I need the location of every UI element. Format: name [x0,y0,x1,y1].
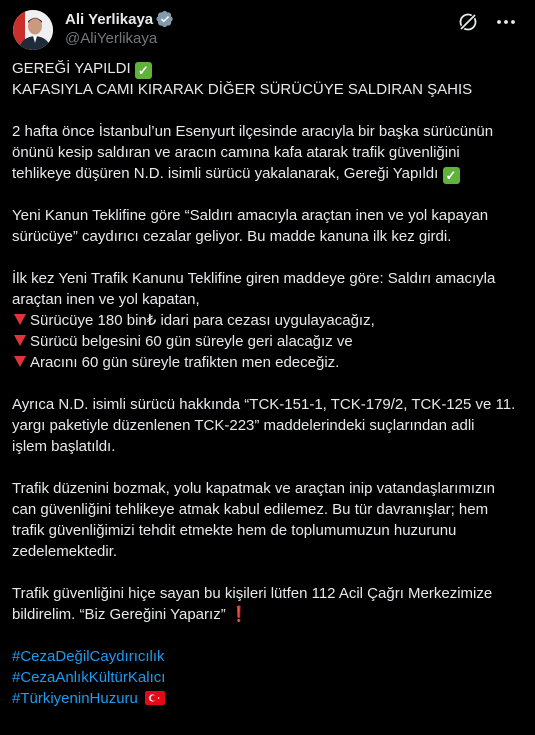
more-dots-icon [494,11,518,33]
more-options-button[interactable] [494,11,518,33]
headline-line [12,58,527,79]
red-exclamation-icon: ❗ [229,606,249,623]
headline-primary: GEREĞİ YAPILDI [12,60,131,77]
post-text [12,58,527,709]
paragraph-line: Trafik güvenliğini hiçe sayan bu kişileri lütfen 112 Acil Çağrı Merkezimize [12,585,493,602]
paragraph-incident [12,121,527,184]
paragraph-statement [12,478,527,562]
author-info [65,9,174,47]
verified-badge-icon [156,10,174,28]
bullet-text: Aracını 60 gün süreyle trafikten men edeceğiz. [30,354,340,371]
paragraph-line: trafik güvenliğimizi tehdit etmekte hem de toplumumuzun huzurunu [12,522,457,539]
grok-button[interactable] [457,11,479,33]
paragraph-line: İlk kez Yeni Trafik Kanunu Teklifine giren maddeye göre: Saldırı amacıyla [12,270,496,287]
hashtag-link[interactable]: #TürkiyeninHuzuru [12,690,138,707]
grok-icon [457,11,479,33]
paragraph-line-text: bildirelim. “Biz Gereğini Yaparız” [12,606,226,623]
avatar-image [13,10,53,50]
paragraph-line: araçtan inen ve yol kapatan, [12,291,200,308]
paragraph-line: zedelemektedir. [12,543,118,560]
avatar[interactable] [13,10,53,50]
author-handle[interactable]: @AliYerlikaya [65,30,158,47]
headline-secondary: KAFASIYLA CAMI KIRARAK DİĞER SÜRÜCÜYE SALDIRAN ŞAHIS [12,81,473,98]
author-display-name[interactable]: Ali Yerlikaya [65,10,154,28]
paragraph-line: Ayrıca N.D. isimli sürücü hakkında “TCK-151-1, TCK-179/2, TCK-125 ve 11. [12,396,516,413]
paragraph-line: can güvenliğini tehlikeye atmak kabul edilemez. Bu tür davranışlar; hem [12,501,489,518]
check-mark-emoji-icon: ✓ [135,62,152,79]
bullet-item [12,310,527,331]
bullet-item [12,352,527,373]
bullet-text: Sürücüye 180 bin₺ idari para cezası uygulayacağız, [30,312,375,329]
hashtag-link[interactable]: #CezaDeğilCaydırıcılık [12,648,165,665]
paragraph-new-law [12,205,527,247]
red-triangle-down-icon [14,356,26,367]
paragraph-line: işlem başlatıldı. [12,438,116,455]
paragraph-line: yargı paketiyle düzenlenen TCK-223” maddelerindeki suçlarından adli [12,417,475,434]
red-triangle-down-icon [14,314,26,325]
paragraph-line-text: tehlikeye düşüren N.D. isimli sürücü yakalanarak, Gereği Yapıldı [12,165,439,182]
paragraph-call-to-action [12,583,527,625]
bullet-text: Sürücü belgesini 60 gün süreyle geri alacağız ve [30,333,353,350]
paragraph-penalties [12,268,527,373]
hashtag-list [12,646,527,709]
paragraph-line: Trafik düzenini bozmak, yolu kapatmak ve araçtan inip vatandaşlarımızın [12,480,496,497]
paragraph-line [12,163,527,184]
red-triangle-down-icon [14,335,26,346]
paragraph-line: sürücüye” caydırıcı cezalar geliyor. Bu madde kanuna ilk kez girdi. [12,228,452,245]
check-mark-emoji-icon: ✓ [443,167,460,184]
hashtag-link[interactable]: #CezaAnlıkKültürKalıcı [12,669,166,686]
paragraph-line: önünü kesip saldıran ve aracın camına kafa atarak trafik güvenliğini [12,144,460,161]
paragraph-line [12,604,527,625]
paragraph-line: Yeni Kanun Teklifine göre “Saldırı amacıyla araçtan inen ve yol kapayan [12,207,489,224]
bullet-item [12,331,527,352]
paragraph-legal-action [12,394,527,457]
turkey-flag-icon [145,691,165,705]
paragraph-line: 2 hafta önce İstanbul’un Esenyurt ilçesinde aracıyla bir başka sürücünün [12,123,494,140]
headline-paragraph [12,58,527,100]
post-header [12,0,523,56]
